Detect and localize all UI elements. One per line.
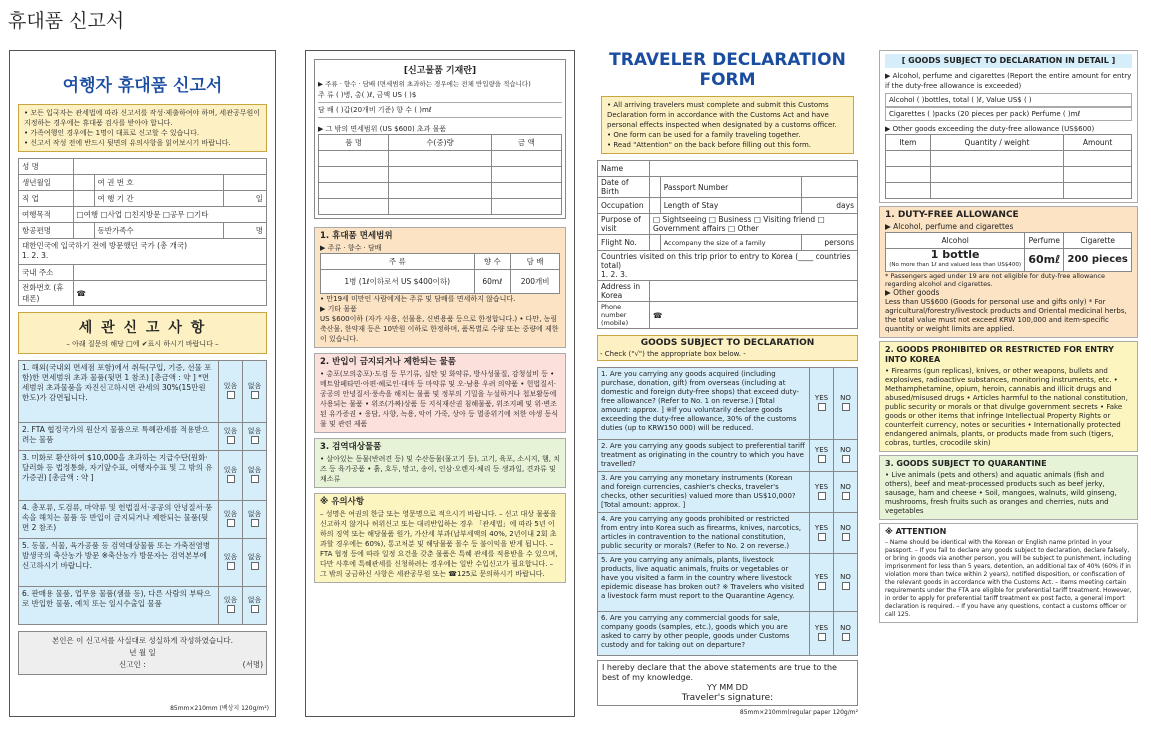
section-text: – 성명은 여권의 한글 또는 영문명으로 적으시기 바랍니다. – 신고 대상 물품을 신고하지 않거나 허위신고 또는 대리반입하는 경우 「관세법」에 따라 5년 이하의 징역 또는 해당물품 원가, 가산세 부과(납부세액의 40%, 2년이내 2회 초과할 경우에는 60%), 통고처분 및 해당물품 몰수 등 불이익을 받게 됩니다. – FTA 협정 등에 따라 일정 요건을 갖춘 물품은 특혜 관세를 적용받을 수 있으며, 다만 사후에 특혜관세를 신청하려는 경우에는 일반 수입신고가 필요합니다. – 그 밖의 궁금하신 사항은 세관공무원 또는 ☎125로 문의하시기 바랍니다.: [320, 510, 558, 578]
flight-label: Flight No.: [598, 235, 650, 251]
goods-section-header: [597, 335, 858, 361]
no-checkbox[interactable]: [251, 562, 259, 570]
alcohol-row[interactable]: Alcohol ( )bottles, total ( )ℓ, Value US$ ( ): [885, 93, 1132, 107]
section-subtitle: ▶ 기타 물품: [320, 305, 357, 313]
phone-label: 전화번호 (휴대폰): [19, 281, 74, 306]
english-signature-box: [597, 660, 858, 706]
yes-checkbox[interactable]: [818, 455, 826, 463]
note: • 만19세 미만인 사람에게는 주류 및 담배를 면세하지 않습니다.: [320, 295, 516, 303]
purpose-label: Purpose of visit: [598, 214, 650, 235]
table-cell[interactable]: [389, 199, 491, 215]
yes-label: 있음: [223, 466, 238, 474]
section-title: GOODS SUBJECT TO DECLARATION: [640, 338, 815, 348]
english-form-back: [879, 50, 1138, 717]
yes-checkbox[interactable]: [227, 519, 235, 527]
flight-label: 항공편명: [19, 223, 74, 239]
table-cell[interactable]: [389, 151, 491, 167]
page-title: 휴대품 신고서: [8, 10, 125, 32]
no-label: 없음: [247, 427, 262, 435]
passport-label: Passport Number: [660, 177, 801, 198]
dob-label: Date of Birth: [598, 177, 650, 198]
korean-signature-box: [18, 631, 267, 675]
allowance-table: [885, 232, 1132, 272]
no-label: 없음: [247, 382, 262, 390]
notice: • 신고서 작성 전에 반드시 뒷면의 유의사항을 읽어보시기 바랍니다.: [24, 138, 261, 148]
col-header: 향 수: [474, 254, 511, 270]
no-label: 없음: [247, 466, 262, 474]
no-label: NO: [840, 624, 851, 632]
yes-label: 있음: [223, 553, 238, 561]
section-subtitle: ▶ Other goods: [885, 288, 940, 297]
name-field[interactable]: [650, 161, 858, 177]
prohibited-section: [879, 341, 1138, 452]
section-title: ※ ATTENTION: [885, 527, 947, 536]
question: 2. Are you carrying any goods subject to preferential tariff treatment as originating in the country to which you have travelled?: [598, 440, 810, 472]
dob-label: 생년월일: [19, 175, 74, 191]
name-field[interactable]: [73, 159, 266, 175]
companions-label: 동반가족수: [94, 223, 224, 239]
quarantine-section: [879, 455, 1138, 520]
col-header: 주 류: [321, 254, 475, 270]
korean-info-table: [18, 158, 267, 306]
english-questions: [597, 367, 858, 656]
no-label: NO: [840, 573, 851, 581]
size-note: 85mm×210mm(regular paper 120g/m²: [739, 709, 858, 716]
caution-section: [314, 493, 566, 583]
no-label: NO: [840, 523, 851, 532]
col-header: 담 배: [511, 254, 560, 270]
section-title: 1. DUTY-FREE ALLOWANCE: [885, 210, 1019, 220]
stay-field[interactable]: days: [801, 198, 857, 214]
korean-form-title: 여행자 휴대품 신고서: [62, 76, 223, 96]
section-title: 2. 반입이 금지되거나 제한되는 물품: [320, 357, 456, 367]
section-title: 1. 휴대품 면세범위: [320, 231, 393, 241]
table-cell: 1병 (1ℓ이하로서 US $400이하): [321, 270, 475, 294]
question: 1. 해외(국내외 면세점 포함)에서 취득(구입, 기증, 선물 포함)한 면세범위 초과 물품(뒷면 1 참조) [총금액 : 약 ] *면세범위 초과물품을 자진신고하시면 관세의 30%(15만원 한도)가 감면됩니다.: [19, 361, 219, 423]
declaration-text: I hereby declare that the above statements are true to the best of my knowledge.: [602, 663, 837, 682]
yes-label: YES: [814, 446, 829, 454]
accompany-label: Accompany the size of a family: [660, 235, 801, 251]
notice: • One form can be used for a family traveling together.: [607, 130, 848, 140]
question: 6. Are you carrying any commercial goods for sale, company goods (samples, etc.), goods which you are asked to carry by other people, goods under Customs custody and for taking out on departure?: [598, 612, 810, 656]
english-notices: [601, 96, 854, 154]
yes-label: YES: [814, 573, 829, 581]
table-cell[interactable]: [319, 151, 389, 167]
no-checkbox[interactable]: [251, 605, 259, 613]
other-goods-table: [885, 134, 1132, 199]
yes-checkbox[interactable]: [227, 475, 235, 483]
no-label: 없음: [247, 596, 262, 604]
allowance-table: [320, 253, 560, 294]
section-text: • Firearms (gun replicas), knives, or other weapons, bullets and explosives, radioactive substances, monitoring instruments, etc. • Methamphetamine, opium, heroin, cannabis and illicit drugs and abused/misused drugs • Articles harmful to the national constitution, public security or morals or that divulge government secrets • Fake goods or other items that infringe Intellectual Property Rights or counterfeit currency, notes or securities • Internationally protected endangered animals, plants, or products made from such (tigers, cobras, turtles, crocodile skin): [885, 367, 1128, 447]
address-field[interactable]: [650, 281, 858, 302]
allowance-section: [314, 227, 566, 348]
col-header: 품 명: [319, 135, 389, 151]
signer-label: 신고인 :: [119, 660, 146, 669]
table-cell: 200개비: [511, 270, 560, 294]
yes-checkbox[interactable]: [227, 605, 235, 613]
job-label: 직 업: [19, 191, 74, 207]
countries-label: 대한민국에 입국하기 전에 방문했던 국가 (총 개국): [22, 241, 188, 250]
table-cell: 200 pieces: [1064, 249, 1132, 272]
no-label: 없음: [247, 510, 262, 518]
no-checkbox[interactable]: [251, 475, 259, 483]
korean-notices: [18, 104, 267, 152]
job-field[interactable]: [73, 191, 94, 207]
no-checkbox[interactable]: [842, 533, 850, 541]
address-label: 국내 주소: [19, 265, 74, 281]
col-header: 수(중)량: [389, 135, 491, 151]
phone-field[interactable]: ☎: [650, 302, 858, 329]
passport-field[interactable]: [801, 177, 857, 198]
table-cell[interactable]: [389, 167, 491, 183]
name-label: Name: [598, 161, 650, 177]
section-subtitle: ▶ 주류 · 향수 · 담배: [320, 244, 382, 252]
quarantine-section: [314, 438, 566, 488]
question: 5. Are you carrying any animals, plants, livestock products, live aquatic animals, fruits or vegetables or have you visited a farm in the country where livestock epidemic disease has broken out? ※ Travelers who visited a livestock farm must report to the Quarantine Agency.: [598, 554, 810, 612]
notice: • 가족여행인 경우에는 1명이 대표로 신고할 수 있습니다.: [24, 128, 261, 138]
question: 5. 동물, 식물, 육가공품 등 검역대상물품 또는 가축전염병발생국의 축산농가 방문 ※축산농가 방문자는 검역본부에 신고하시기 바랍니다.: [19, 539, 219, 587]
table-cell[interactable]: [491, 183, 561, 199]
yes-label: 있음: [223, 427, 238, 435]
section-title: 2. GOODS PROHIBITED OR RESTRICTED FOR ENTRY INTO KOREA: [885, 345, 1114, 364]
no-checkbox[interactable]: [251, 519, 259, 527]
other-intro: ▶ Other goods exceeding the duty-free allowance (US$600): [885, 125, 1095, 133]
stay-field[interactable]: 일: [224, 191, 267, 207]
english-form-front: [597, 50, 858, 717]
col-header: 금 액: [491, 135, 561, 151]
alcohol-row[interactable]: 주 류 ( )병, 총( )ℓ, 금액 US ( )$: [318, 88, 562, 103]
passport-field[interactable]: [224, 175, 267, 191]
flight-field[interactable]: [650, 235, 661, 251]
no-checkbox[interactable]: [842, 492, 850, 500]
cigarette-row[interactable]: Cigarettes ( )packs (20 pieces per pack) Perfume ( )mℓ: [885, 107, 1132, 121]
countries-field[interactable]: 1. 2. 3.: [22, 251, 49, 260]
question: 2. FTA 협정국가의 원산지 물품으로 특혜관세를 적용받으려는 물품: [19, 423, 219, 451]
section-text: • Live animals (pets and others) and aquatic animals (fish and others), beef and meat-processed products such as beef jerky, sausage, ham and cheese • Soil, mangoes, walnuts, wild ginseng, mushrooms, fresh fruits such as oranges and cherries, nuts and vegetables: [885, 471, 1117, 515]
stay-label: 여 행 기 간: [94, 191, 224, 207]
question: 3. 미화로 환산하여 $10,000을 초과하는 지급수단(원화·달러화 등 법정통화, 자기앞수표, 여행자수표 및 그 밖의 유가증권) [총금액 : 약 ]: [19, 451, 219, 501]
occupation-label: Occupation: [598, 198, 650, 214]
section-subtitle: ▶ Alcohol, perfume and cigarettes: [885, 222, 1014, 231]
detail-title: [ GOODS SUBJECT TO DECLARATION IN DETAIL ]: [885, 54, 1132, 68]
table-cell[interactable]: [491, 167, 561, 183]
table-cell[interactable]: [886, 183, 931, 199]
no-checkbox[interactable]: [842, 582, 850, 590]
section-subtitle: – 아래 질문의 해당 □에 ✔표시 하시기 바랍니다 –: [66, 340, 219, 348]
yes-checkbox[interactable]: [818, 533, 826, 541]
occupation-field[interactable]: [650, 198, 661, 214]
table-cell[interactable]: [319, 183, 389, 199]
yes-checkbox[interactable]: [818, 492, 826, 500]
section-title: 3. GOODS SUBJECT TO QUARANTINE: [885, 459, 1047, 468]
other-intro: ▶ 그 밖의 면세범위 (US $600) 초과 물품: [318, 125, 447, 133]
english-info-table: [597, 160, 858, 329]
question: 4. 총포류, 도검류, 마약류 및 헌법질서·공공의 안녕질서·풍속을 해치는 물품 등 반입이 금지되거나 제한되는 물품(뒷면 2 참조): [19, 501, 219, 539]
yes-label: YES: [814, 624, 829, 632]
no-label: NO: [840, 446, 851, 454]
yes-label: 있음: [223, 596, 238, 604]
no-checkbox[interactable]: [842, 633, 850, 641]
signature-field[interactable]: Traveler's signature:: [681, 693, 774, 703]
korean-form-back: [305, 50, 575, 717]
table-cell: 60mℓ: [1025, 249, 1064, 272]
date-field[interactable]: YY MM DD: [707, 683, 748, 692]
allowance-section: [879, 206, 1138, 338]
col-header: Quantity / weight: [930, 135, 1064, 151]
yes-checkbox[interactable]: [227, 436, 235, 444]
address-label: Address in Korea: [598, 281, 650, 302]
signature-field[interactable]: (서명): [242, 660, 263, 669]
section-title: 세 관 신 고 사 항: [78, 320, 207, 336]
section-title: 3. 검역대상물품: [320, 442, 382, 452]
col-header: Cigarette: [1064, 233, 1132, 249]
table-cell[interactable]: [1064, 151, 1132, 167]
table-cell[interactable]: [930, 151, 1064, 167]
table-cell[interactable]: [491, 151, 561, 167]
section-text: • 총포(모의총포)·도검 등 무기류, 실탄 및 화약류, 방사성물질, 감청설비 등 • 메트암페타민·아편·헤로인·대마 등 마약류 및 오·남용 우려 의약품 • 헌법질서·공공의 안녕질서·풍속을 해치는 물품 및 정부의 기밀을 누설하거나 첩보활동에 사용되는 물품 • 위조(가짜)상품 등 지식재산권 침해물품, 위조지폐 및 위·변조된 유가증권 • 웅담, 사향, 녹용, 악어 가죽, 상아 등 멸종위기에 처한 야생 동식물 및 관련 제품: [320, 370, 559, 428]
purpose-options[interactable]: □ Sightseeing □ Business □ Visiting friend □ Government affairs □ Other: [650, 214, 858, 235]
section-text: US $600이하 (자가 사용, 선물용, 신변용품 등으로 한정합니다.) • 다만, 농림축산물, 한약재 등은 10만원 이하로 한정하며, 품목별로 수량 또는 중량에 제한이 있습니다.: [320, 315, 559, 343]
alc-intro: ▶ 주류 · 향수 · 담배 (면세범위 초과하는 경우에는 전체 반입량을 적습니다): [318, 80, 531, 88]
purpose-label: 여행목적: [19, 207, 74, 223]
countries-field[interactable]: 1. 2. 3.: [601, 270, 628, 279]
alc-intro: ▶ Alcohol, perfume and cigarettes (Report the entire amount for entry if the duty-free allowance is exceeded): [885, 72, 1132, 90]
yes-label: 있음: [223, 510, 238, 518]
phone-field[interactable]: ☎: [73, 281, 266, 306]
yes-label: 있음: [223, 382, 238, 390]
size-note: 85mm×210mm (백상지 120g/m²): [170, 705, 269, 712]
yes-checkbox[interactable]: [818, 633, 826, 641]
passport-label: 여 권 번 호: [94, 175, 224, 191]
prohibited-section: [314, 353, 566, 433]
table-cell[interactable]: [886, 151, 931, 167]
note: (No more than 1ℓ and valued less than US$400): [889, 262, 1022, 268]
flight-field[interactable]: [73, 223, 94, 239]
col-header: Amount: [1064, 135, 1132, 151]
no-label: NO: [840, 482, 851, 491]
address-field[interactable]: [73, 265, 266, 281]
question: 1. Are you carrying any goods acquired (including purchase, donation, gift) from overseas (including at domestic and foreign duty-free shops) that exceed duty-free allowance? (Refer to No. 1 on reverse.) [Total amount: approx. ] ※If you voluntarily declare goods exceeding the duty-free allowance, 30% of the customs duties (up to KRW150 000) will be reduced.: [598, 368, 810, 440]
yes-checkbox[interactable]: [818, 403, 826, 411]
customs-section-header: [18, 312, 267, 354]
notice: • All arriving travelers must complete and submit this Customs Declaration form in accordance with the Customs Act and have personal effects inspected when designated by a customs officer.: [607, 100, 848, 130]
goods-detail-box: [314, 59, 566, 219]
dob-field[interactable]: [650, 177, 661, 198]
yes-checkbox[interactable]: [818, 582, 826, 590]
yes-checkbox[interactable]: [227, 562, 235, 570]
purpose-options[interactable]: □여행 □사업 □친지방문 □공무 □기타: [73, 207, 266, 223]
col-header: Perfume: [1025, 233, 1064, 249]
yes-label: YES: [814, 482, 829, 491]
yes-checkbox[interactable]: [227, 391, 235, 399]
name-label: 성 명: [19, 159, 74, 175]
table-cell: 60mℓ: [474, 270, 511, 294]
yes-label: YES: [814, 523, 829, 532]
english-form-title: TRAVELER DECLARATION FORM: [609, 50, 846, 90]
stay-label: Length of Stay: [660, 198, 801, 214]
table-cell[interactable]: [491, 199, 561, 215]
dob-field[interactable]: [73, 175, 94, 191]
no-checkbox[interactable]: [251, 391, 259, 399]
no-label: 없음: [247, 553, 262, 561]
table-cell[interactable]: [886, 167, 931, 183]
korean-questions: [18, 360, 267, 625]
table-cell[interactable]: [319, 199, 389, 215]
section-text: Less than US$600 (Goods for personal use and gifts only) * For agricultural/forestry/livestock products and Oriental medicinal herbs, the total value must not exceed KRW 100,000 and item-specific quantity or weight limits are applied.: [885, 298, 1127, 333]
goods-detail-box: [879, 50, 1138, 203]
table-cell[interactable]: [1064, 183, 1132, 199]
notice: • Read "Attention" on the back before filling out this form.: [607, 140, 848, 150]
question: 4. Are you carrying any goods prohibited or restricted from entry into Korea such as firearms, knives, narcotics, articles in contravention to the national constitution, public security or morals? (Refer to No. 2 on reverse.): [598, 513, 810, 554]
no-checkbox[interactable]: [842, 403, 850, 411]
table-cell[interactable]: [930, 183, 1064, 199]
no-label: NO: [840, 394, 851, 402]
countries-label: Countries visited on this trip prior to entry to Korea (____ countries total): [601, 252, 851, 270]
attention-section: [879, 523, 1138, 623]
table-cell[interactable]: [319, 167, 389, 183]
companions-field[interactable]: 명: [224, 223, 267, 239]
col-header: Item: [886, 135, 931, 151]
declaration-text: 본인은 이 신고서를 사실대로 성실하게 작성하였습니다.: [52, 636, 233, 645]
col-header: Alcohol: [886, 233, 1025, 249]
no-checkbox[interactable]: [842, 455, 850, 463]
table-cell: 1 bottle: [930, 248, 980, 261]
yes-label: YES: [814, 394, 829, 402]
date-field[interactable]: 년 월 일: [129, 648, 156, 657]
other-goods-table: [318, 134, 562, 215]
table-cell[interactable]: [930, 167, 1064, 183]
phone-label: Phone number (mobile): [598, 302, 650, 329]
note: * Passengers aged under 19 are not eligible for duty-free allowance regarding alcohol and cigarettes.: [885, 272, 1105, 288]
section-text: – Name should be identical with the Korean or English name printed in your passport. – If you fail to declare any goods subject to declaration, declare falsely, or bring in goods via another person, you will be subject to punishment, including imprisonment for less than 5 years, detention, an additional tax of 40% (60% if in violation more than twice within 2 years), notified disposition, or confiscation of the relevant goods in accordance with the Customs Act. – Items meeting certain requirements under the FTA are eligible for preferential tariff treatment. However, in order to apply for preferential tariff treatment ex post facto, a general import declaration is required. – If you have any questions, contact a customs officer or call 125.: [885, 539, 1132, 618]
detail-title: [신고물품 기재란]: [403, 66, 477, 76]
question: 3. Are you carrying any monetary instruments (Korean and foreign currencies, cashier's checks, traveler's checks, other securities) valued more than US$10,000? [Total amount: approx. ]: [598, 472, 810, 513]
table-cell[interactable]: [1064, 167, 1132, 183]
section-text: • 살아있는 동물(반려견 등) 및 수산동물(물고기 등), 고기, 육포, 소시지, 햄, 치즈 등 육가공품 • 흙, 호두, 망고, 송이, 인삼·오렌지·체리 등 생과일, 견과류 및 채소류: [320, 455, 560, 483]
section-title: ※ 유의사항: [320, 497, 365, 507]
section-subtitle: - Check ("√") the appropriate box below. -: [600, 350, 746, 358]
no-checkbox[interactable]: [251, 436, 259, 444]
question: 6. 판매용 물품, 업무용 물품(샘플 등), 다른 사람의 부탁으로 반입한 물품, 예치 또는 일시수출입 물품: [19, 587, 219, 625]
accompany-field[interactable]: persons: [801, 235, 857, 251]
notice: • 모든 입국자는 관세법에 따라 신고서를 작성·제출하여야 하며, 세관공무원이 지정하는 경우에는 휴대품 검사를 받아야 합니다.: [24, 108, 261, 128]
table-cell[interactable]: [389, 183, 491, 199]
korean-form-front: [9, 50, 276, 717]
tobacco-row[interactable]: 담 배 ( )갑(20개비 기준) 향 수 ( )mℓ: [318, 103, 562, 118]
